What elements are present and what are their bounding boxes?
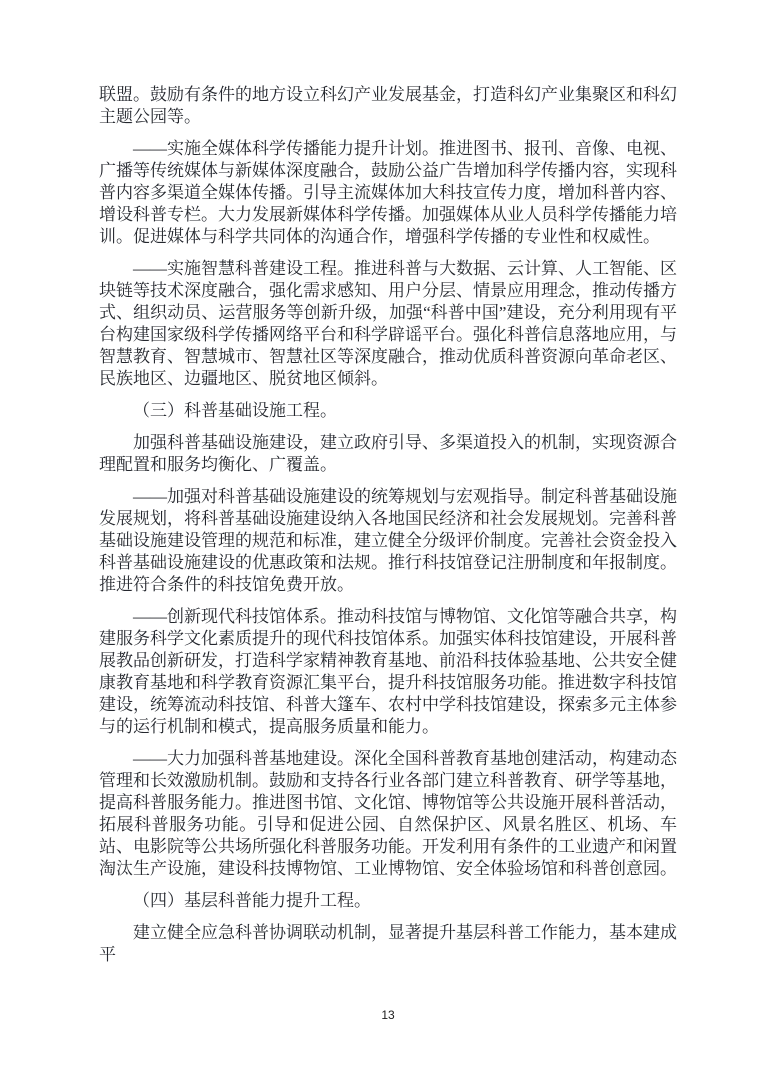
paragraph-grassroots-intro: 建立健全应急科普协调联动机制，显著提升基层科普工作能力，基本建成平	[99, 923, 677, 964]
section-heading-4-grassroots-capacity: （四）基层科普能力提升工程。	[133, 891, 371, 910]
paragraph-infrastructure-planning: ——加强对科普基础设施建设的统筹规划与宏观指导。制定科普基础设施发展规划，将科普基础设施建设纳入各地国民经济和社会发展规划。完善科普基础设施建设管理的规范和标准，建立健全分级评价制度。完善社会资金投入科普基础设施建设的优惠政策和法规。推行科技馆登记注册制度和年报制度。推进符合条件的科技馆免费开放。	[99, 487, 677, 594]
page-number: 13	[381, 1008, 395, 1022]
paragraph-smart-science-popularization: ——实施智慧科普建设工程。推进科普与大数据、云计算、人工智能、区块链等技术深度融合，强化需求感知、用户分层、情景应用理念，推动传播方式、组织动员、运营服务等创新升级，加强“科普中国”建设，充分利用现有平台构建国家级科学传播网络平台和科学辟谣平台。强化科普信息落地应用，与智慧教育、智慧城市、智慧社区等深度融合，推动优质科普资源向革命老区、民族地区、边疆地区、脱贫地区倾斜。	[99, 259, 677, 388]
paragraph-all-media-science-communication: ——实施全媒体科学传播能力提升计划。推进图书、报刊、音像、电视、广播等传统媒体与新媒体深度融合，鼓励公益广告增加科学传播内容，实现科普内容多渠道全媒体传播。引导主流媒体加大科技宣传力度，增加科普内容、增设科普专栏。大力发展新媒体科学传播。加强媒体从业人员科学传播能力培训。促进媒体与科学共同体的沟通合作，增强科学传播的专业性和权威性。	[99, 139, 677, 246]
paragraph-continuation: 联盟。鼓励有条件的地方设立科幻产业发展基金，打造科幻产业集聚区和科幻主题公园等。	[99, 85, 677, 126]
section-heading-3-infrastructure: （三）科普基础设施工程。	[133, 401, 337, 420]
document-body	[99, 84, 677, 976]
paragraph-science-popularization-bases: ——大力加强科普基地建设。深化全国科普教育基地创建活动，构建动态管理和长效激励机制。鼓励和支持各行业各部门建立科普教育、研学等基地，提高科普服务能力。推进图书馆、文化馆、博物馆等公共设施开展科普活动，拓展科普服务功能。引导和促进公园、自然保护区、风景名胜区、机场、车站、电影院等公共场所强化科普服务功能。开发利用有条件的工业遗产和闲置淘汰生产设施，建设科技博物馆、工业博物馆、安全体验场馆和科普创意园。	[99, 749, 677, 878]
paragraph-infrastructure-intro: 加强科普基础设施建设，建立政府引导、多渠道投入的机制，实现资源合理配置和服务均衡化、广覆盖。	[99, 433, 677, 474]
paragraph-modern-science-museum-system: ——创新现代科技馆体系。推动科技馆与博物馆、文化馆等融合共享，构建服务科学文化素质提升的现代科技馆体系。加强实体科技馆建设，开展科普展教品创新研发，打造科学家精神教育基地、前沿科技体验基地、公共安全健康教育基地和科学教育资源汇集平台，提升科技馆服务功能。推进数字科技馆建设，统筹流动科技馆、科普大篷车、农村中学科技馆建设，探索多元主体参与的运行机制和模式，提高服务质量和能力。	[99, 607, 677, 736]
